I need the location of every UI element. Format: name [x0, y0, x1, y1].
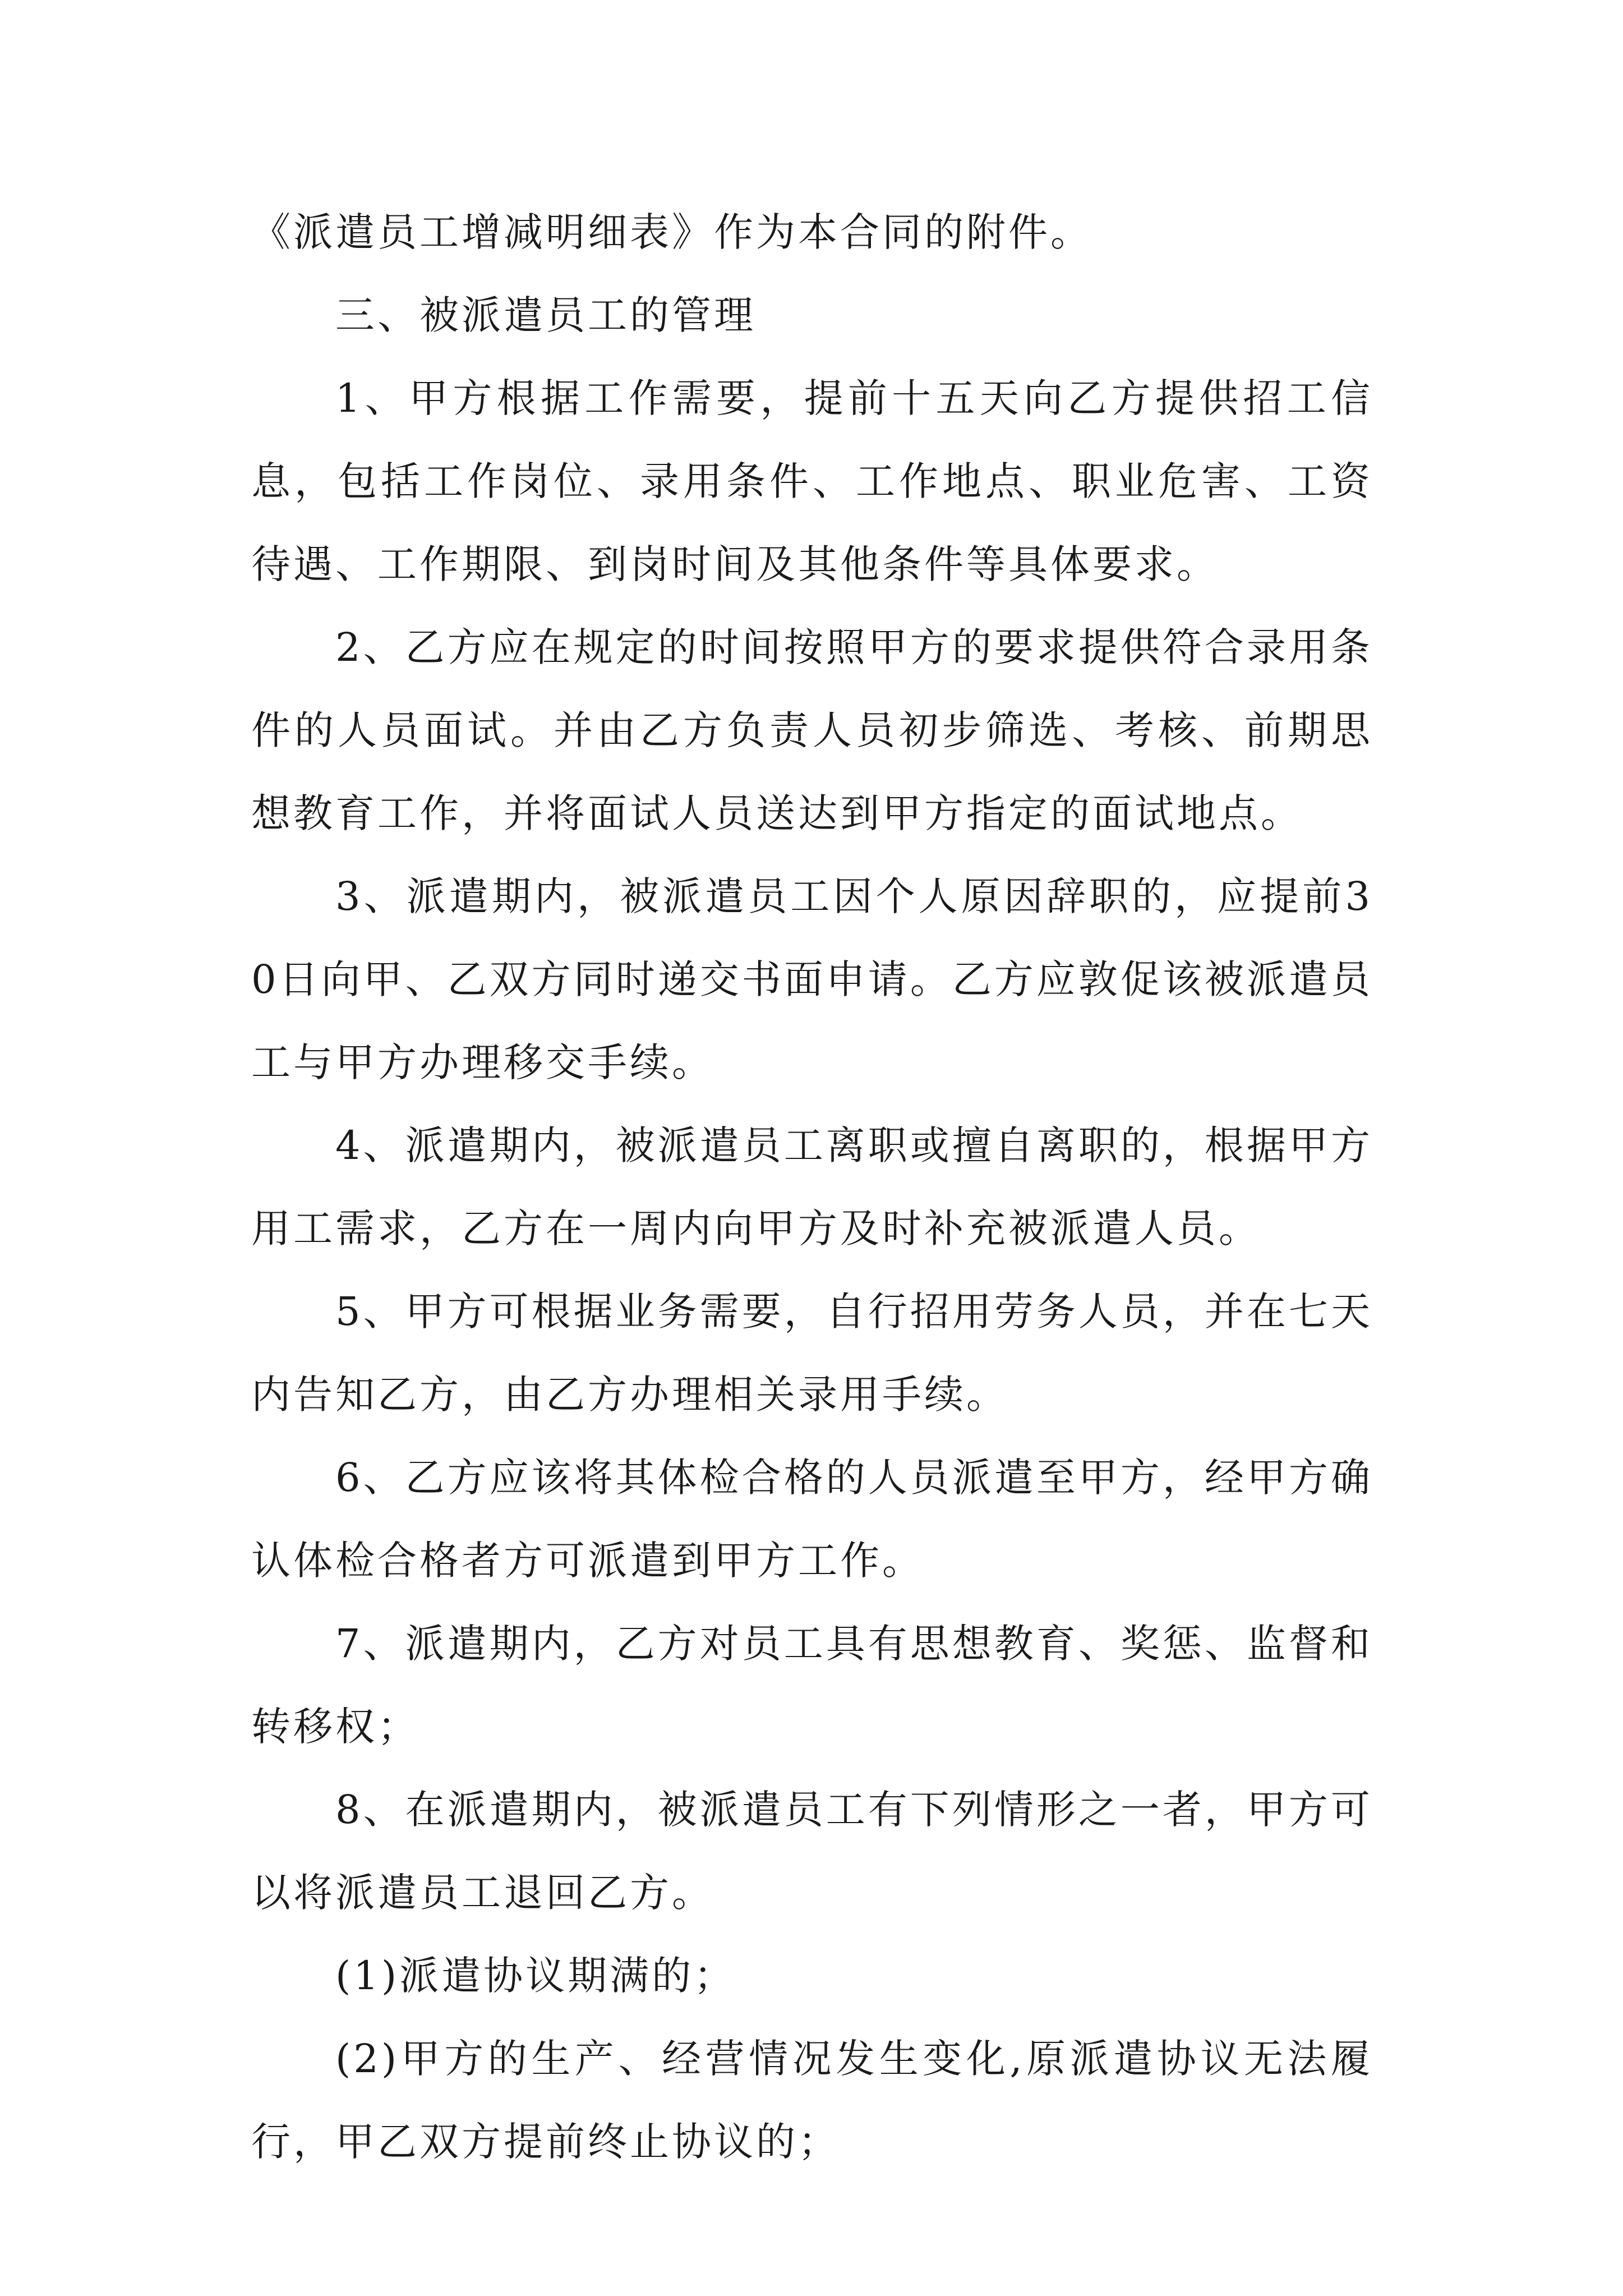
- paragraph-item-4: 4、派遣期内，被派遣员工离职或擅自离职的，根据甲方用工需求，乙方在一周内向甲方及时补充被派遣人员。: [251, 1122, 1373, 1251]
- paragraph-item-6: 6、乙方应该将其体检合格的人员派遣至甲方，经甲方确认体检合格者方可派遣到甲方工作。: [251, 1455, 1373, 1584]
- paragraph-item-7: 7、派遣期内，乙方对员工具有思想教育、奖惩、监督和转移权；: [251, 1621, 1373, 1750]
- paragraph-item-1: 1、甲方根据工作需要，提前十五天向乙方提供招工信息，包括工作岗位、录用条件、工作地点、职业危害、工资待遇、工作期限、到岗时间及其他条件等具体要求。: [251, 375, 1373, 587]
- paragraph-item-3: 3、派遣期内，被派遣员工因个人原因辞职的，应提前30日向甲、乙双方同时递交书面申请。乙方应敦促该被派遣员工与甲方办理移交手续。: [251, 873, 1373, 1085]
- section-heading-management: 三、被派遣员工的管理: [335, 292, 756, 338]
- paragraph-item-2: 2、乙方应在规定的时间按照甲方的要求提供符合录用条件的人员面试。并由乙方负责人员初步筛选、考核、前期思想教育工作，并将面试人员送达到甲方指定的面试地点。: [251, 624, 1373, 836]
- paragraph-attachment-note: 《派遣员工增减明细表》作为本合同的附件。: [251, 209, 1092, 255]
- paragraph-subitem-2: (2)甲方的生产、经营情况发生变化,原派遣协议无法履行，甲乙双方提前终止协议的；: [251, 2036, 1373, 2165]
- paragraph-item-5: 5、甲方可根据业务需要，自行招用劳务人员，并在七天内告知乙方，由乙方办理相关录用手续。: [251, 1289, 1373, 1418]
- paragraph-item-8: 8、在派遣期内，被派遣员工有下列情形之一者，甲方可以将派遣员工退回乙方。: [251, 1787, 1373, 1916]
- paragraph-subitem-1: (1)派遣协议期满的；: [335, 1953, 736, 1999]
- document-body: [251, 191, 1373, 2183]
